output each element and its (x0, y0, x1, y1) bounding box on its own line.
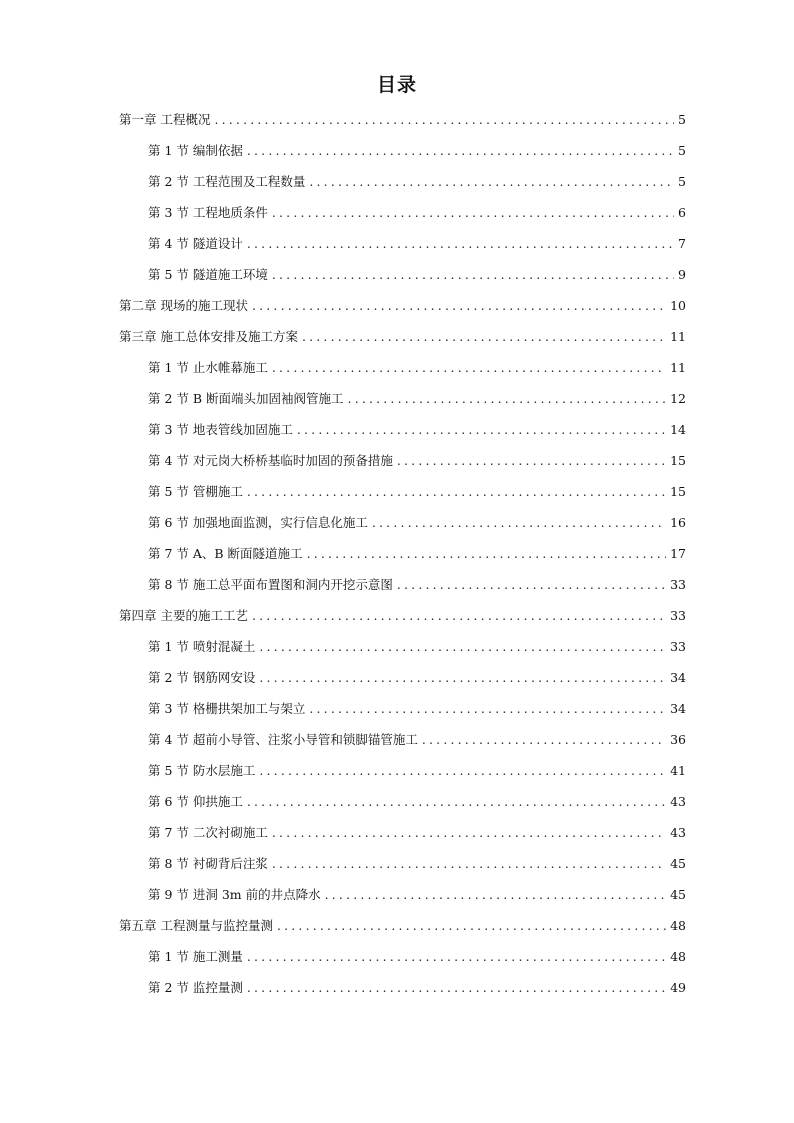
toc-page-number: 41 (670, 763, 686, 778)
dot-leader (247, 481, 666, 503)
toc-section-entry[interactable] (148, 388, 686, 410)
toc-entry-label: 第 6 节 加强地面监测，实行信息化施工 (148, 515, 368, 530)
toc-page-number: 11 (670, 360, 686, 375)
dot-leader (247, 140, 674, 162)
toc-page-number: 6 (678, 205, 686, 220)
toc-entry-label: 第一章 工程概况 (119, 112, 211, 127)
toc-page-number: 5 (678, 174, 686, 189)
toc-section-entry[interactable] (148, 791, 686, 813)
toc-section-entry[interactable] (148, 171, 686, 193)
toc-entry-label: 第 7 节 A、B 断面隧道施工 (148, 546, 303, 561)
toc-section-entry[interactable] (148, 760, 686, 782)
toc-page-number: 16 (670, 515, 686, 530)
toc-entry-label: 第 3 节 格栅拱架加工与架立 (148, 701, 306, 716)
toc-page-number: 5 (678, 112, 686, 127)
toc-page-number: 15 (670, 484, 686, 499)
toc-page-number: 48 (670, 918, 686, 933)
toc-entry-label: 第 1 节 编制依据 (148, 143, 243, 158)
toc-section-entry[interactable] (148, 450, 686, 472)
toc-page-number: 45 (670, 887, 686, 902)
toc-page-number: 36 (670, 732, 686, 747)
toc-page-number: 14 (670, 422, 686, 437)
toc-entry-label: 第 5 节 防水层施工 (148, 763, 256, 778)
toc-page-number: 7 (678, 236, 686, 251)
toc-page-number: 43 (670, 794, 686, 809)
dot-leader (272, 853, 666, 875)
toc-entry-label: 第 2 节 B 断面端头加固袖阀管施工 (148, 391, 344, 406)
toc-entry-label: 第 1 节 施工测量 (148, 949, 243, 964)
toc-entry-label: 第 1 节 止水帷幕施工 (148, 360, 268, 375)
toc-chapter-entry[interactable] (119, 915, 686, 937)
toc-page-number: 10 (670, 298, 686, 313)
toc-page-number: 12 (670, 391, 686, 406)
toc-entry-label: 第 4 节 隧道设计 (148, 236, 243, 251)
toc-section-entry[interactable] (148, 233, 686, 255)
dot-leader (259, 667, 666, 689)
toc-section-entry[interactable] (148, 698, 686, 720)
toc-page-number: 33 (670, 608, 686, 623)
toc-entry-label: 第 4 节 超前小导管、注浆小导管和锁脚锚管施工 (148, 732, 418, 747)
toc-section-entry[interactable] (148, 853, 686, 875)
toc-entry-label: 第 3 节 工程地质条件 (148, 205, 268, 220)
dot-leader (307, 543, 667, 565)
toc-entry-label: 第 5 节 隧道施工环境 (148, 267, 268, 282)
toc-section-entry[interactable] (148, 667, 686, 689)
toc-page-number: 34 (670, 701, 686, 716)
toc-page-number: 43 (670, 825, 686, 840)
dot-leader (325, 884, 666, 906)
toc-section-entry[interactable] (148, 202, 686, 224)
toc-entry-label: 第 2 节 监控量测 (148, 980, 243, 995)
toc-page-number: 33 (670, 577, 686, 592)
toc-section-entry[interactable] (148, 729, 686, 751)
toc-entry-label: 第 8 节 衬砌背后注浆 (148, 856, 268, 871)
toc-page-number: 49 (670, 980, 686, 995)
toc-page-number: 15 (670, 453, 686, 468)
toc-section-entry[interactable] (148, 636, 686, 658)
dot-leader (397, 450, 666, 472)
dot-leader (247, 791, 666, 813)
toc-entry-label: 第 4 节 对元岗大桥桥基临时加固的预备措施 (148, 453, 393, 468)
toc-entry-label: 第 2 节 钢筋网安设 (148, 670, 256, 685)
toc-chapter-entry[interactable] (119, 326, 686, 348)
toc-section-entry[interactable] (148, 419, 686, 441)
toc-entry-label: 第 9 节 进洞 3m 前的井点降水 (148, 887, 321, 902)
toc-entry-label: 第 8 节 施工总平面布置图和洞内开挖示意图 (148, 577, 393, 592)
dot-leader (259, 636, 666, 658)
dot-leader (259, 760, 666, 782)
toc-section-entry[interactable] (148, 481, 686, 503)
toc-page-number: 9 (678, 267, 686, 282)
toc-entry-label: 第 5 节 管棚施工 (148, 484, 243, 499)
dot-leader (272, 202, 674, 224)
toc-section-entry[interactable] (148, 264, 686, 286)
toc-chapter-entry[interactable] (119, 605, 686, 627)
toc-section-entry[interactable] (148, 884, 686, 906)
toc-page-number: 17 (670, 546, 686, 561)
dot-leader (252, 605, 666, 627)
toc-section-entry[interactable] (148, 512, 686, 534)
dot-leader (348, 388, 667, 410)
dot-leader (309, 698, 666, 720)
toc-section-entry[interactable] (148, 822, 686, 844)
toc-entry-label: 第二章 现场的施工现状 (119, 298, 248, 313)
toc-page-number: 5 (678, 143, 686, 158)
toc-page-number: 33 (670, 639, 686, 654)
dot-leader (272, 357, 666, 379)
dot-leader (422, 729, 666, 751)
toc-section-entry[interactable] (148, 140, 686, 162)
dot-leader (309, 171, 674, 193)
dot-leader (247, 977, 666, 999)
toc-entry-label: 第三章 施工总体安排及施工方案 (119, 329, 298, 344)
dot-leader (397, 574, 666, 596)
toc-entry-label: 第五章 工程测量与监控量测 (119, 918, 273, 933)
toc-entry-label: 第 3 节 地表管线加固施工 (148, 422, 293, 437)
dot-leader (247, 233, 674, 255)
toc-entry-label: 第 1 节 喷射混凝土 (148, 639, 256, 654)
toc-page-number: 34 (670, 670, 686, 685)
toc-entry-label: 第四章 主要的施工工艺 (119, 608, 248, 623)
dot-leader (272, 822, 666, 844)
dot-leader (297, 419, 666, 441)
toc-section-entry[interactable] (148, 977, 686, 999)
toc-section-entry[interactable] (148, 574, 686, 596)
dot-leader (372, 512, 666, 534)
dot-leader (277, 915, 666, 937)
toc-chapter-entry[interactable] (119, 109, 686, 131)
dot-leader (302, 326, 666, 348)
toc-entry-label: 第 6 节 仰拱施工 (148, 794, 243, 809)
document-title: 目录 (376, 74, 417, 96)
dot-leader (272, 264, 674, 286)
toc-entry-label: 第 7 节 二次衬砌施工 (148, 825, 268, 840)
toc-page-number: 11 (670, 329, 686, 344)
dot-leader (252, 295, 666, 317)
dot-leader (247, 946, 666, 968)
toc-page-number: 45 (670, 856, 686, 871)
toc-section-entry[interactable] (148, 543, 686, 565)
toc-section-entry[interactable] (148, 946, 686, 968)
dot-leader (214, 109, 674, 131)
toc-section-entry[interactable] (148, 357, 686, 379)
toc-entry-label: 第 2 节 工程范围及工程数量 (148, 174, 306, 189)
toc-page-number: 48 (670, 949, 686, 964)
toc-chapter-entry[interactable] (119, 295, 686, 317)
